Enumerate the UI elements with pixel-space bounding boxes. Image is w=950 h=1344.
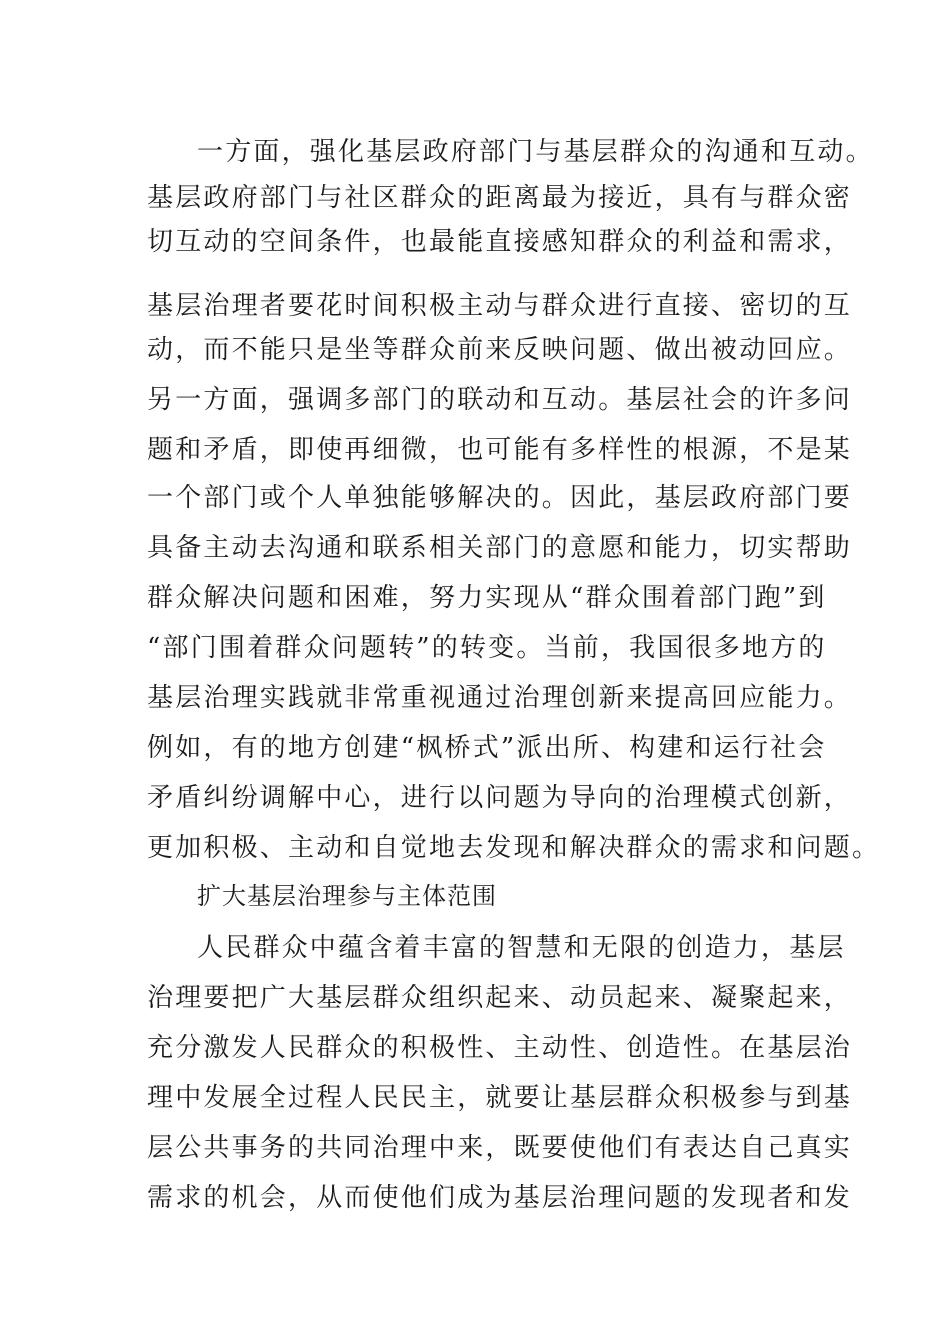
paragraph-1-line-8: 一个部门或个人单独能够解决的。因此，基层政府部门要 [147,483,853,513]
paragraph-1-line-4: 基层治理者要花时间积极主动与群众进行直接、密切的互 [147,291,853,321]
paragraph-2-line-4: 理中发展全过程人民民主，就要让基层群众积极参与到基 [147,1083,853,1113]
section-heading: 扩大基层治理参与主体范围 [197,882,497,910]
paragraph-1-line-2: 基层政府部门与社区群众的距离最为接近，具有与群众密 [147,183,853,213]
paragraph-2-line-5: 层公共事务的共同治理中来，既要使他们有表达自己真实 [147,1133,853,1163]
paragraph-2-line-6: 需求的机会，从而使他们成为基层治理问题的发现者和发 [147,1183,853,1213]
paragraph-1-line-11: “部门围着群众问题转”的转变。当前，我国很多地方的 [147,633,827,663]
paragraph-2-line-3: 充分激发人民群众的积极性、主动性、创造性。在基层治 [147,1033,853,1063]
paragraph-1-line-6: 另一方面，强调多部门的联动和互动。基层社会的许多问 [147,385,853,415]
paragraph-1-line-12: 基层治理实践就非常重视通过治理创新来提高回应能力。 [147,683,853,713]
paragraph-1-line-7: 题和矛盾，即使再细微，也可能有多样性的根源，不是某 [147,435,853,465]
paragraph-1-line-14: 矛盾纠纷调解中心，进行以问题为导向的治理模式创新， [147,783,853,813]
paragraph-2-line-1: 人民群众中蕴含着丰富的智慧和无限的创造力，基层 [197,933,846,963]
paragraph-1-line-10: 群众解决问题和困难，努力实现从“群众围着部门跑”到 [147,583,827,613]
paragraph-1-line-5: 动，而不能只是坐等群众前来反映问题、做出被动回应。 [147,335,853,365]
paragraph-1-line-1: 一方面，强化基层政府部门与基层群众的沟通和互动。 [197,137,874,167]
paragraph-1-line-3: 切互动的空间条件，也最能直接感知群众的利益和需求， [147,227,853,257]
paragraph-1-line-13: 例如，有的地方创建“枫桥式”派出所、构建和运行社会 [147,733,827,763]
paragraph-1-line-15: 更加积极、主动和自觉地去发现和解决群众的需求和问题。 [147,833,881,863]
paragraph-2-line-2: 治理要把广大基层群众组织起来、动员起来、凝聚起来， [147,983,853,1013]
paragraph-1-line-9: 具备主动去沟通和联系相关部门的意愿和能力，切实帮助 [147,533,853,563]
